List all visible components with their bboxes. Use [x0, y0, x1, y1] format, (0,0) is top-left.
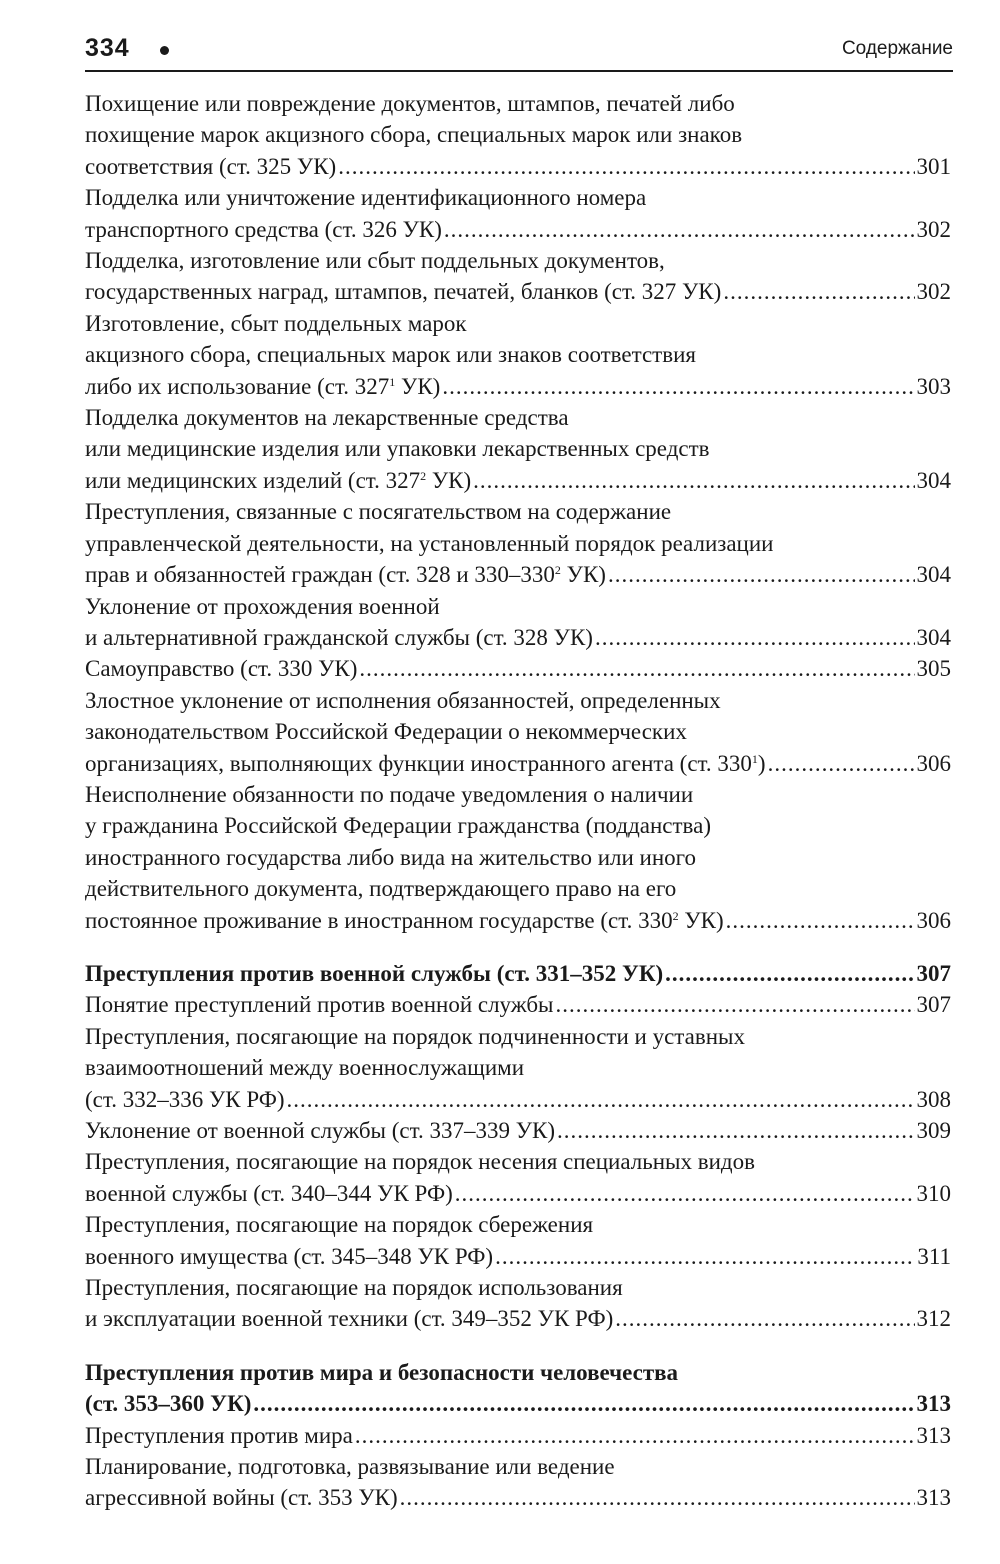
- toc-entry-page-number[interactable]: 301: [916, 153, 951, 179]
- section-title: Содержание: [841, 38, 953, 59]
- toc-entry-title: государственных наград, штампов, печатей, бланков (ст. 327 УК): [85, 279, 722, 305]
- toc-entry-line: действительного документа, подтверждающего право на его: [85, 876, 677, 902]
- toc-entry[interactable]: [85, 245, 951, 308]
- dot-leader: [665, 958, 914, 989]
- dot-leader: [557, 1115, 915, 1146]
- toc-entry[interactable]: [85, 989, 951, 1020]
- dot-leader: [723, 276, 914, 307]
- toc-entry-last-line: [85, 958, 951, 989]
- toc-entry-title-text: УК): [678, 907, 724, 933]
- toc-entry[interactable]: [85, 88, 951, 182]
- toc-entry-page-number[interactable]: 303: [916, 373, 951, 399]
- toc-entry-title-text: либо их использование (ст. 327: [85, 373, 390, 399]
- toc-entry-title: (ст. 353–360 УК): [85, 1391, 252, 1417]
- superscript: 2: [420, 468, 427, 483]
- toc-entry-title: [85, 748, 766, 779]
- toc-entry-page-number[interactable]: 311: [917, 1243, 951, 1269]
- toc-entry-page-number[interactable]: 302: [916, 216, 951, 242]
- toc-entry-last-line: [85, 559, 951, 590]
- toc-entry[interactable]: [85, 182, 951, 245]
- toc-entry-last-line: [85, 1420, 951, 1451]
- toc-entry-last-line: [85, 214, 951, 245]
- toc-entry-line: управленческой деятельности, на установленный порядок реализации: [85, 530, 774, 556]
- toc-entry[interactable]: [85, 591, 951, 654]
- page-header: [85, 30, 953, 72]
- toc-entry-page-number[interactable]: 306: [916, 907, 951, 933]
- toc-entry-last-line: [85, 905, 951, 936]
- toc-entry-title-text: прав и обязанностей граждан (ст. 328 и 330–330: [85, 562, 555, 588]
- toc-entry-title: Преступления против военной службы (ст. 331–352 УК): [85, 960, 664, 986]
- toc-entry-title: военного имущества (ст. 345–348 УК РФ): [85, 1243, 494, 1269]
- toc-entry-line: Преступления, посягающие на порядок использования: [85, 1275, 623, 1301]
- toc-entry-last-line: [85, 622, 951, 653]
- toc-entry-title: транспортного средства (ст. 326 УК): [85, 216, 442, 242]
- bullet-icon: [160, 46, 169, 55]
- toc-entry[interactable]: [85, 496, 951, 590]
- toc-entry-title: и альтернативной гражданской службы (ст. 328 УК): [85, 624, 593, 650]
- dot-leader: [338, 151, 914, 182]
- toc-entry-line: Подделка, изготовление или сбыт поддельных документов,: [85, 248, 665, 274]
- dot-leader: [444, 214, 915, 245]
- toc-entry-page-number[interactable]: 313: [916, 1485, 951, 1511]
- toc-entry-last-line: [85, 748, 951, 779]
- toc-entry-line: Уклонение от прохождения военной: [85, 593, 440, 619]
- toc-entry[interactable]: [85, 653, 951, 684]
- toc-entry-page-number[interactable]: 308: [916, 1086, 951, 1112]
- dot-leader: [726, 905, 915, 936]
- toc-entry-last-line: [85, 1084, 951, 1115]
- toc-entry-title: военной службы (ст. 340–344 УК РФ): [85, 1180, 453, 1206]
- toc-entry-line: Преступления против мира и безопасности человечества: [85, 1359, 679, 1385]
- toc-entry-title-text: ): [757, 750, 766, 776]
- toc-entry-title: (ст. 332–336 УК РФ): [85, 1086, 285, 1112]
- toc-entry-title: Уклонение от военной службы (ст. 337–339 УК): [85, 1118, 555, 1143]
- toc-entry-last-line: [85, 1482, 951, 1513]
- toc-entry-title-text: или медицинских изделий (ст. 327: [85, 467, 421, 493]
- dot-leader: [473, 465, 914, 496]
- toc-entry[interactable]: [85, 308, 951, 402]
- toc-entry-line: Похищение или повреждение документов, штампов, печатей либо: [85, 91, 735, 116]
- dot-leader: [595, 622, 915, 653]
- toc-entry-last-line: [85, 151, 951, 182]
- toc-entry-last-line: [85, 1178, 951, 1209]
- toc-entry[interactable]: [85, 1115, 951, 1146]
- table-of-contents: [85, 88, 951, 1514]
- dot-leader: [253, 1388, 914, 1419]
- toc-entry-title: агрессивной войны (ст. 353 УК): [85, 1485, 398, 1511]
- dot-leader: [768, 748, 915, 779]
- toc-entry-last-line: [85, 465, 951, 496]
- toc-entry[interactable]: [85, 1420, 951, 1451]
- toc-entry-line: Преступления, посягающие на порядок подчиненности и уставных: [85, 1023, 745, 1049]
- dot-leader: [442, 371, 914, 402]
- toc-entry[interactable]: [85, 1451, 951, 1514]
- toc-entry-page-number[interactable]: 313: [916, 1391, 951, 1417]
- toc-entry-page-number[interactable]: 312: [916, 1306, 951, 1332]
- toc-entry-last-line: [85, 371, 951, 402]
- toc-entry-title-text: УК): [395, 373, 441, 399]
- toc-entry-page-number[interactable]: 302: [916, 279, 951, 305]
- toc-entry-title: и эксплуатации военной техники (ст. 349–352 УК РФ): [85, 1306, 614, 1332]
- toc-entry-line: взаимоотношений между военнослужащими: [85, 1055, 525, 1081]
- toc-entry[interactable]: [85, 1021, 951, 1115]
- toc-entry[interactable]: [85, 779, 951, 936]
- toc-entry-title: [85, 559, 606, 590]
- toc-entry-title: Понятие преступлений против военной службы: [85, 992, 554, 1018]
- dot-leader: [287, 1084, 915, 1115]
- toc-entry-last-line: [85, 276, 951, 307]
- dot-leader: [608, 559, 915, 590]
- toc-entry-line: иностранного государства либо вида на жительство или иного: [85, 844, 697, 870]
- toc-entry-line: у гражданина Российской Федерации гражданства (подданства): [85, 813, 711, 839]
- toc-entry-page-number[interactable]: 309: [916, 1118, 951, 1143]
- toc-entry-title: [85, 371, 440, 402]
- toc-entry[interactable]: [85, 1209, 951, 1272]
- toc-entry-line: или медицинские изделия или упаковки лекарственных средств: [85, 436, 710, 462]
- dot-leader: [495, 1241, 915, 1272]
- toc-entry-title: [85, 465, 471, 496]
- toc-entry-page-number[interactable]: 310: [916, 1180, 951, 1206]
- toc-entry-line: законодательством Российской Федерации о некоммерческих: [85, 719, 687, 745]
- toc-entry-line: Изготовление, сбыт поддельных марок: [85, 310, 467, 336]
- toc-entry-title-text: организациях, выполняющих функции иностранного агента (ст. 330: [85, 750, 752, 776]
- toc-entry-title-text: УК): [426, 467, 472, 493]
- toc-entry-line: Преступления, связанные с посягательством на содержание: [85, 499, 672, 525]
- toc-entry-last-line: [85, 989, 951, 1020]
- superscript: 1: [389, 374, 396, 389]
- toc-entry-line: Неисполнение обязанности по подаче уведомления о наличии: [85, 781, 694, 807]
- superscript: 1: [751, 751, 758, 766]
- toc-entry-page-number[interactable]: 304: [916, 562, 951, 588]
- toc-entry-last-line: [85, 1303, 951, 1334]
- toc-entry[interactable]: [85, 1357, 951, 1420]
- toc-entry-title: [85, 905, 724, 936]
- toc-entry-title-text: УК): [560, 562, 606, 588]
- toc-entry-page-number[interactable]: 307: [916, 960, 951, 986]
- toc-entry-last-line: [85, 1388, 951, 1419]
- toc-entry[interactable]: [85, 958, 951, 989]
- toc-entry-page-number[interactable]: 305: [916, 656, 951, 682]
- toc-entry-title: Самоуправство (ст. 330 УК): [85, 656, 358, 682]
- dot-leader: [400, 1482, 915, 1513]
- toc-entry-title: соответствия (ст. 325 УК): [85, 153, 337, 179]
- toc-entry[interactable]: [85, 685, 951, 779]
- toc-entry-last-line: [85, 653, 951, 684]
- toc-entry-line: Подделка документов на лекарственные средства: [85, 405, 569, 431]
- toc-entry-page-number[interactable]: 304: [916, 624, 951, 650]
- toc-entry-line: Злостное уклонение от исполнения обязанностей, определенных: [85, 687, 721, 713]
- dot-leader: [556, 989, 915, 1020]
- toc-entry-page-number[interactable]: 313: [916, 1422, 951, 1448]
- toc-entry-last-line: [85, 1115, 951, 1146]
- dot-leader: [355, 1420, 915, 1451]
- toc-entry[interactable]: [85, 1272, 951, 1335]
- toc-entry[interactable]: [85, 402, 951, 496]
- superscript: 2: [672, 908, 679, 923]
- toc-entry-page-number[interactable]: 304: [916, 467, 951, 493]
- dot-leader: [615, 1303, 914, 1334]
- toc-entry-page-number[interactable]: 307: [916, 992, 951, 1018]
- superscript: 2: [554, 563, 561, 578]
- toc-entry-line: похищение марок акцизного сбора, специальных марок или знаков: [85, 122, 743, 148]
- toc-entry-page-number[interactable]: 306: [916, 750, 951, 776]
- toc-entry[interactable]: [85, 1146, 951, 1209]
- toc-entry-line: Планирование, подготовка, развязывание или ведение: [85, 1454, 615, 1480]
- toc-entry-line: Подделка или уничтожение идентификационного номера: [85, 185, 647, 211]
- toc-entry-last-line: [85, 1241, 951, 1272]
- dot-leader: [455, 1178, 915, 1209]
- page-number: 334: [85, 34, 130, 62]
- toc-entry-line: Преступления, посягающие на порядок несения специальных видов: [85, 1149, 755, 1175]
- toc-entry-title: Преступления против мира: [85, 1422, 353, 1448]
- toc-entry-line: Преступления, посягающие на порядок сбережения: [85, 1212, 594, 1238]
- dot-leader: [359, 653, 914, 684]
- toc-entry-title-text: постоянное проживание в иностранном государстве (ст. 330: [85, 907, 673, 933]
- toc-entry-line: акцизного сбора, специальных марок или знаков соответствия: [85, 342, 696, 368]
